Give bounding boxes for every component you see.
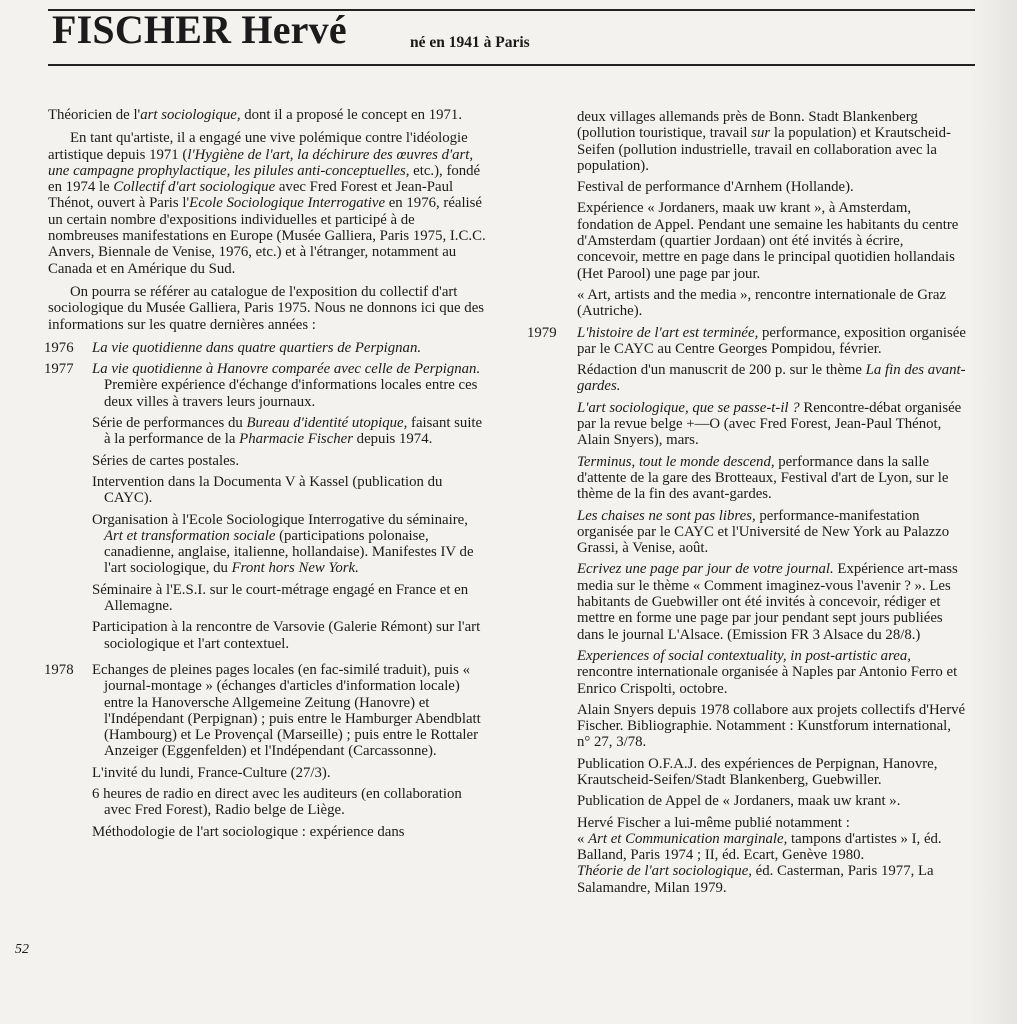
chronology-list — [44, 339, 488, 840]
chronology-entry-1979 — [527, 325, 967, 897]
chronology-entry-1977 — [44, 361, 488, 652]
page-subtitle: né en 1941 à Paris — [410, 34, 530, 51]
right-column — [527, 109, 967, 901]
entry-item: Participation à la rencontre de Varsovie (Galerie Rémont) sur l'art sociologique et l'art contextuel. — [92, 619, 481, 652]
entry-item: L'invité du lundi, France-Culture (27/3). — [92, 764, 331, 781]
entry-item: Séries de cartes postales. — [92, 452, 240, 469]
page-number: 52 — [15, 942, 29, 957]
entry-item: 6 heures de radio en direct avec les auditeurs (en collaboration avec Fred Forest), Radio belge de Liège. — [92, 785, 462, 819]
chronology-continued — [527, 109, 967, 320]
entry-item: Intervention dans la Documenta V à Kassel (publication du CAYC). — [92, 473, 443, 507]
chronology-entry-1978 — [44, 661, 488, 840]
entry-item: deux villages allemands près de Bonn. Stadt Blankenberg (pollution touristique, travail sur la population) et Krautscheid-Seifen (pollution industrielle, travail en collaboration avec la population). — [577, 109, 951, 174]
intro-paragraph: Théoricien de l'art sociologique, dont il a proposé le concept en 1971. — [48, 107, 463, 123]
entry-year: 1977 — [44, 361, 74, 378]
page-gutter-shadow — [969, 0, 1017, 1024]
entry-item: « Art, artists and the media », rencontre internationale de Graz (Autriche). — [577, 286, 946, 320]
entry-item: Echanges de pleines pages locales (en fac-similé traduit), puis « journal-montage » (échanges d'articles d'information locale) entre la Hanoversche Allgemeine Zeitung (Hanovre) et l'Indépendant (Perpignan) ; puis entre le Hamburger Abendblatt (Hambourg) et Le Provençal (Marseille) ; puis entre le Rottaler Anzeiger (Eggenfelden) et l'Indépendant (Carcassonne). — [92, 661, 481, 760]
intro-paragraph: On pourra se référer au catalogue de l'exposition du collectif d'art sociologique du Musée Galliera, Paris 1975. Nous ne donnons ici que des informations sur les quatre dernières années : — [48, 283, 485, 333]
entry-item: L'histoire de l'art est terminée, performance, exposition organisée par le CAYC au Centre Georges Pompidou, février. — [577, 324, 966, 357]
entry-item: Terminus, tout le monde descend, performance dans la salle d'attente de la gare des Brotteaux, Festival d'art de Lyon, sur le thème de la fin des avant-gardes. — [577, 453, 949, 503]
intro-paragraph: En tant qu'artiste, il a engagé une vive polémique contre l'idéologie artistique depuis 1971 (l'Hygiène de l'art, la déchirure des œuvres d'art, une campagne prophylactique, les pilules anti-conceptuelles, etc.), fondé en 1974 le Collectif d'art sociologique avec Fred Forest et Jean-Paul Thénot, ouvert à Paris l'Ecole Sociologique Interrogative en 1976, réalisé un certain nombre d'expositions individuelles et participé à de nombreuses manifestations en Europe (Musée Galliera, Paris 1975, I.C.C. Anvers, Biennale de Venise, 1976, etc.) et à l'étranger, notamment au Canada et en Amérique du Sud. — [48, 130, 486, 277]
header-rule-bottom — [48, 64, 975, 66]
entry-item: Hervé Fischer a lui-même publié notamment : « Art et Communication marginale, tampons d'artistes » I, éd. Balland, Paris 1974 ; II, éd. Ecart, Genève 1980. Théorie de l'art sociologique, éd. Casterman, Paris 1977, La Salamandre, Milan 1979. — [577, 814, 942, 896]
entry-item: Publication O.F.A.J. des expériences de Perpignan, Hanovre, Krautscheid-Seifen/Stadt Blankenberg, Guebwiller. — [577, 755, 938, 788]
entry-item: Alain Snyers depuis 1978 collabore aux projets collectifs d'Hervé Fischer. Bibliographie. Notamment : Kunstforum international, n° 27, 3/78. — [577, 701, 966, 751]
entry-year: 1976 — [44, 339, 74, 356]
entry-item: Méthodologie de l'art sociologique : expérience dans — [92, 823, 405, 840]
entry-item: La vie quotidienne dans quatre quartiers de Perpignan. — [92, 339, 422, 356]
entry-item: Séminaire à l'E.S.I. sur le court-métrage engagé en France et en Allemagne. — [92, 581, 469, 615]
entry-item: L'art sociologique, que se passe-t-il ? Rencontre-débat organisée par la revue belge +—O (avec Fred Forest, Jean-Paul Thénot, Alain Snyers), mars. — [577, 399, 962, 449]
entry-item: Publication de Appel de « Jordaners, maak uw krant ». — [577, 793, 901, 810]
page-title: FISCHER Hervé — [52, 7, 347, 52]
chronology-entry-1976 — [44, 339, 488, 356]
entry-item: Rédaction d'un manuscrit de 200 p. sur le thème La fin des avant-gardes. — [577, 362, 966, 395]
entry-item: Expérience « Jordaners, maak uw krant », à Amsterdam, fondation de Appel. Pendant une semaine les habitants du centre d'Amsterdam (quartier Jordaan) ont été invités à écrire, concevoir, mettre en page dans le principal quotidien hollandais (Het Parool) une page par jour. — [577, 200, 959, 282]
entry-item: Série de performances du Bureau d'identité utopique, faisant suite à la performance de la Pharmacie Fischer depuis 1974. — [92, 415, 483, 448]
entry-item: Organisation à l'Ecole Sociologique Interrogative du séminaire, Art et transformation sociale (participations polonaise, canadienne, anglaise, italienne, hollandaise). Manifestes IV de l'art sociologique, du Front hors New York. — [92, 511, 474, 577]
entry-item: Ecrivez une page par jour de votre journal. Expérience art-mass media sur le thème « Comment imaginez-vous l'avenir ? ». Les habitants de Guebwiller ont été invités à concevoir, rédiger et mettre en forme une page par jour pendant sept jours publiées dans le journal L'Alsace. (Emission FR 3 Alsace du 28/8.) — [577, 561, 958, 643]
entry-item: La vie quotidienne à Hanovre comparée avec celle de Perpignan. Première expérience d'échange d'informations locales entre ces deux villes à travers leurs journaux. — [92, 361, 481, 410]
entry-item: Les chaises ne sont pas libres, performance-manifestation organisée par le CAYC et l'Université de New York au Palazzo Grassi, à Venise, août. — [577, 507, 950, 557]
left-column — [44, 107, 488, 845]
entry-year: 1979 — [527, 324, 557, 341]
entry-item: Festival de performance d'Arnhem (Hollande). — [577, 179, 854, 196]
entry-year: 1978 — [44, 661, 74, 678]
entry-item: Experiences of social contextuality, in post-artistic area, rencontre internationale organisée à Naples par Antonio Ferro et Enrico Crispolti, octobre. — [577, 647, 958, 697]
